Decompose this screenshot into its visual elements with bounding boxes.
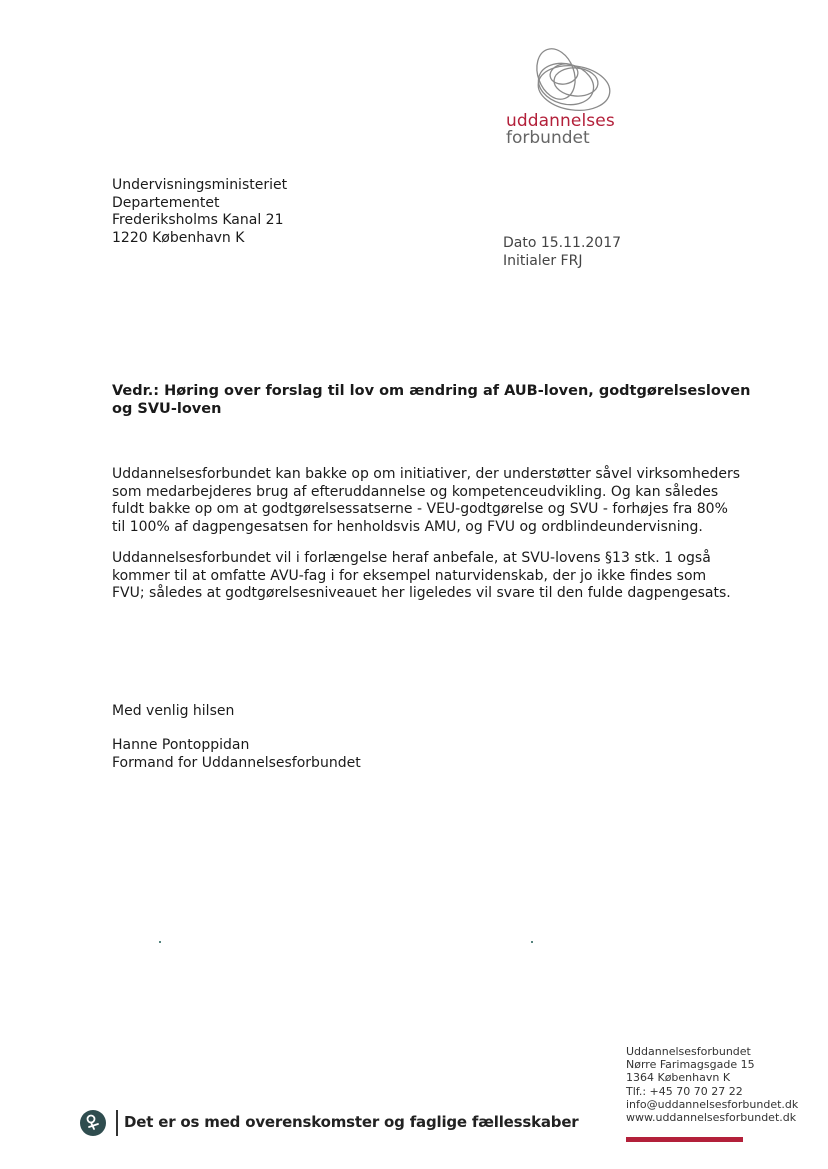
footer-slogan: Det er os med overenskomster og faglige fællesskaber [124,1113,579,1131]
sender-phone: Tlf.: +45 70 70 27 22 [626,1084,743,1098]
recipient-line: Departementet [112,194,220,211]
union-emblem-icon [80,1110,106,1136]
sender-street: Nørre Farimagsgade 15 [626,1058,755,1072]
paragraph-line: kommer til at omfatte AVU-fag i for eksempel naturvidenskab, der jo ikke findes som [112,567,707,584]
sender-address [626,1045,798,1124]
paragraph-line: Uddannelsesforbundet kan bakke op om initiativer, der understøtter såvel virksomheders [112,466,741,482]
body-paragraph-1 [112,466,740,536]
paragraph-line: Uddannelsesforbundet vil i forlængelse heraf anbefale, at SVU-lovens §13 stk. 1 også [112,550,711,566]
closing-greeting: Med venlig hilsen [112,703,235,719]
paragraph-line: fuldt bakke op om at godtgørelsessatserne - VEU-godtgørelse og SVU - forhøjes fra 80% [112,501,728,517]
sender-email: info@uddannelsesforbundet.dk [626,1097,799,1111]
body-paragraph-2 [112,550,731,603]
letter-date: Dato 15.11.2017 [503,235,622,251]
letter-subject [112,382,750,418]
scan-speck [531,941,533,943]
recipient-line: Frederiksholms Kanal 21 [112,212,284,228]
sender-website: www.uddannelsesforbundet.dk [626,1111,797,1125]
logo-rings-icon [516,44,616,116]
paragraph-line: FVU; således at godtgørelsesniveauet her ligeledes vil svare til den fulde dagpengesats. [112,585,731,601]
logo-text-line2: forbundet [506,128,590,148]
paragraph-line: til 100% af dagpengesatsen for henholdsvis AMU, og FVU og ordblindeundervisning. [112,518,703,535]
logo-text-line1: uddannelses [506,111,615,131]
scan-speck [159,941,161,943]
organization-logo [498,40,618,150]
letter-initials: Initialer FRJ [503,252,583,269]
footer-accent-bar [626,1137,743,1142]
recipient-line: Undervisningsministeriet [112,177,288,193]
footer-divider [116,1110,118,1136]
sender-city: 1364 København K [626,1071,731,1085]
recipient-line: 1220 København K [112,229,245,246]
sender-org: Uddannelsesforbundet [626,1045,751,1058]
signer-title: Formand for Uddannelsesforbundet [112,754,361,771]
subject-line: Vedr.: Høring over forslag til lov om ændring af AUB-loven, godtgørelsesloven [112,383,751,399]
letter-meta [503,235,621,270]
recipient-address [112,177,287,247]
signer-name: Hanne Pontoppidan [112,737,250,753]
paragraph-line: som medarbejderes brug af efteruddannelse og kompetenceudvikling. Og kan således [112,483,719,500]
signature-block [112,737,361,772]
subject-line: og SVU-loven [112,401,222,417]
